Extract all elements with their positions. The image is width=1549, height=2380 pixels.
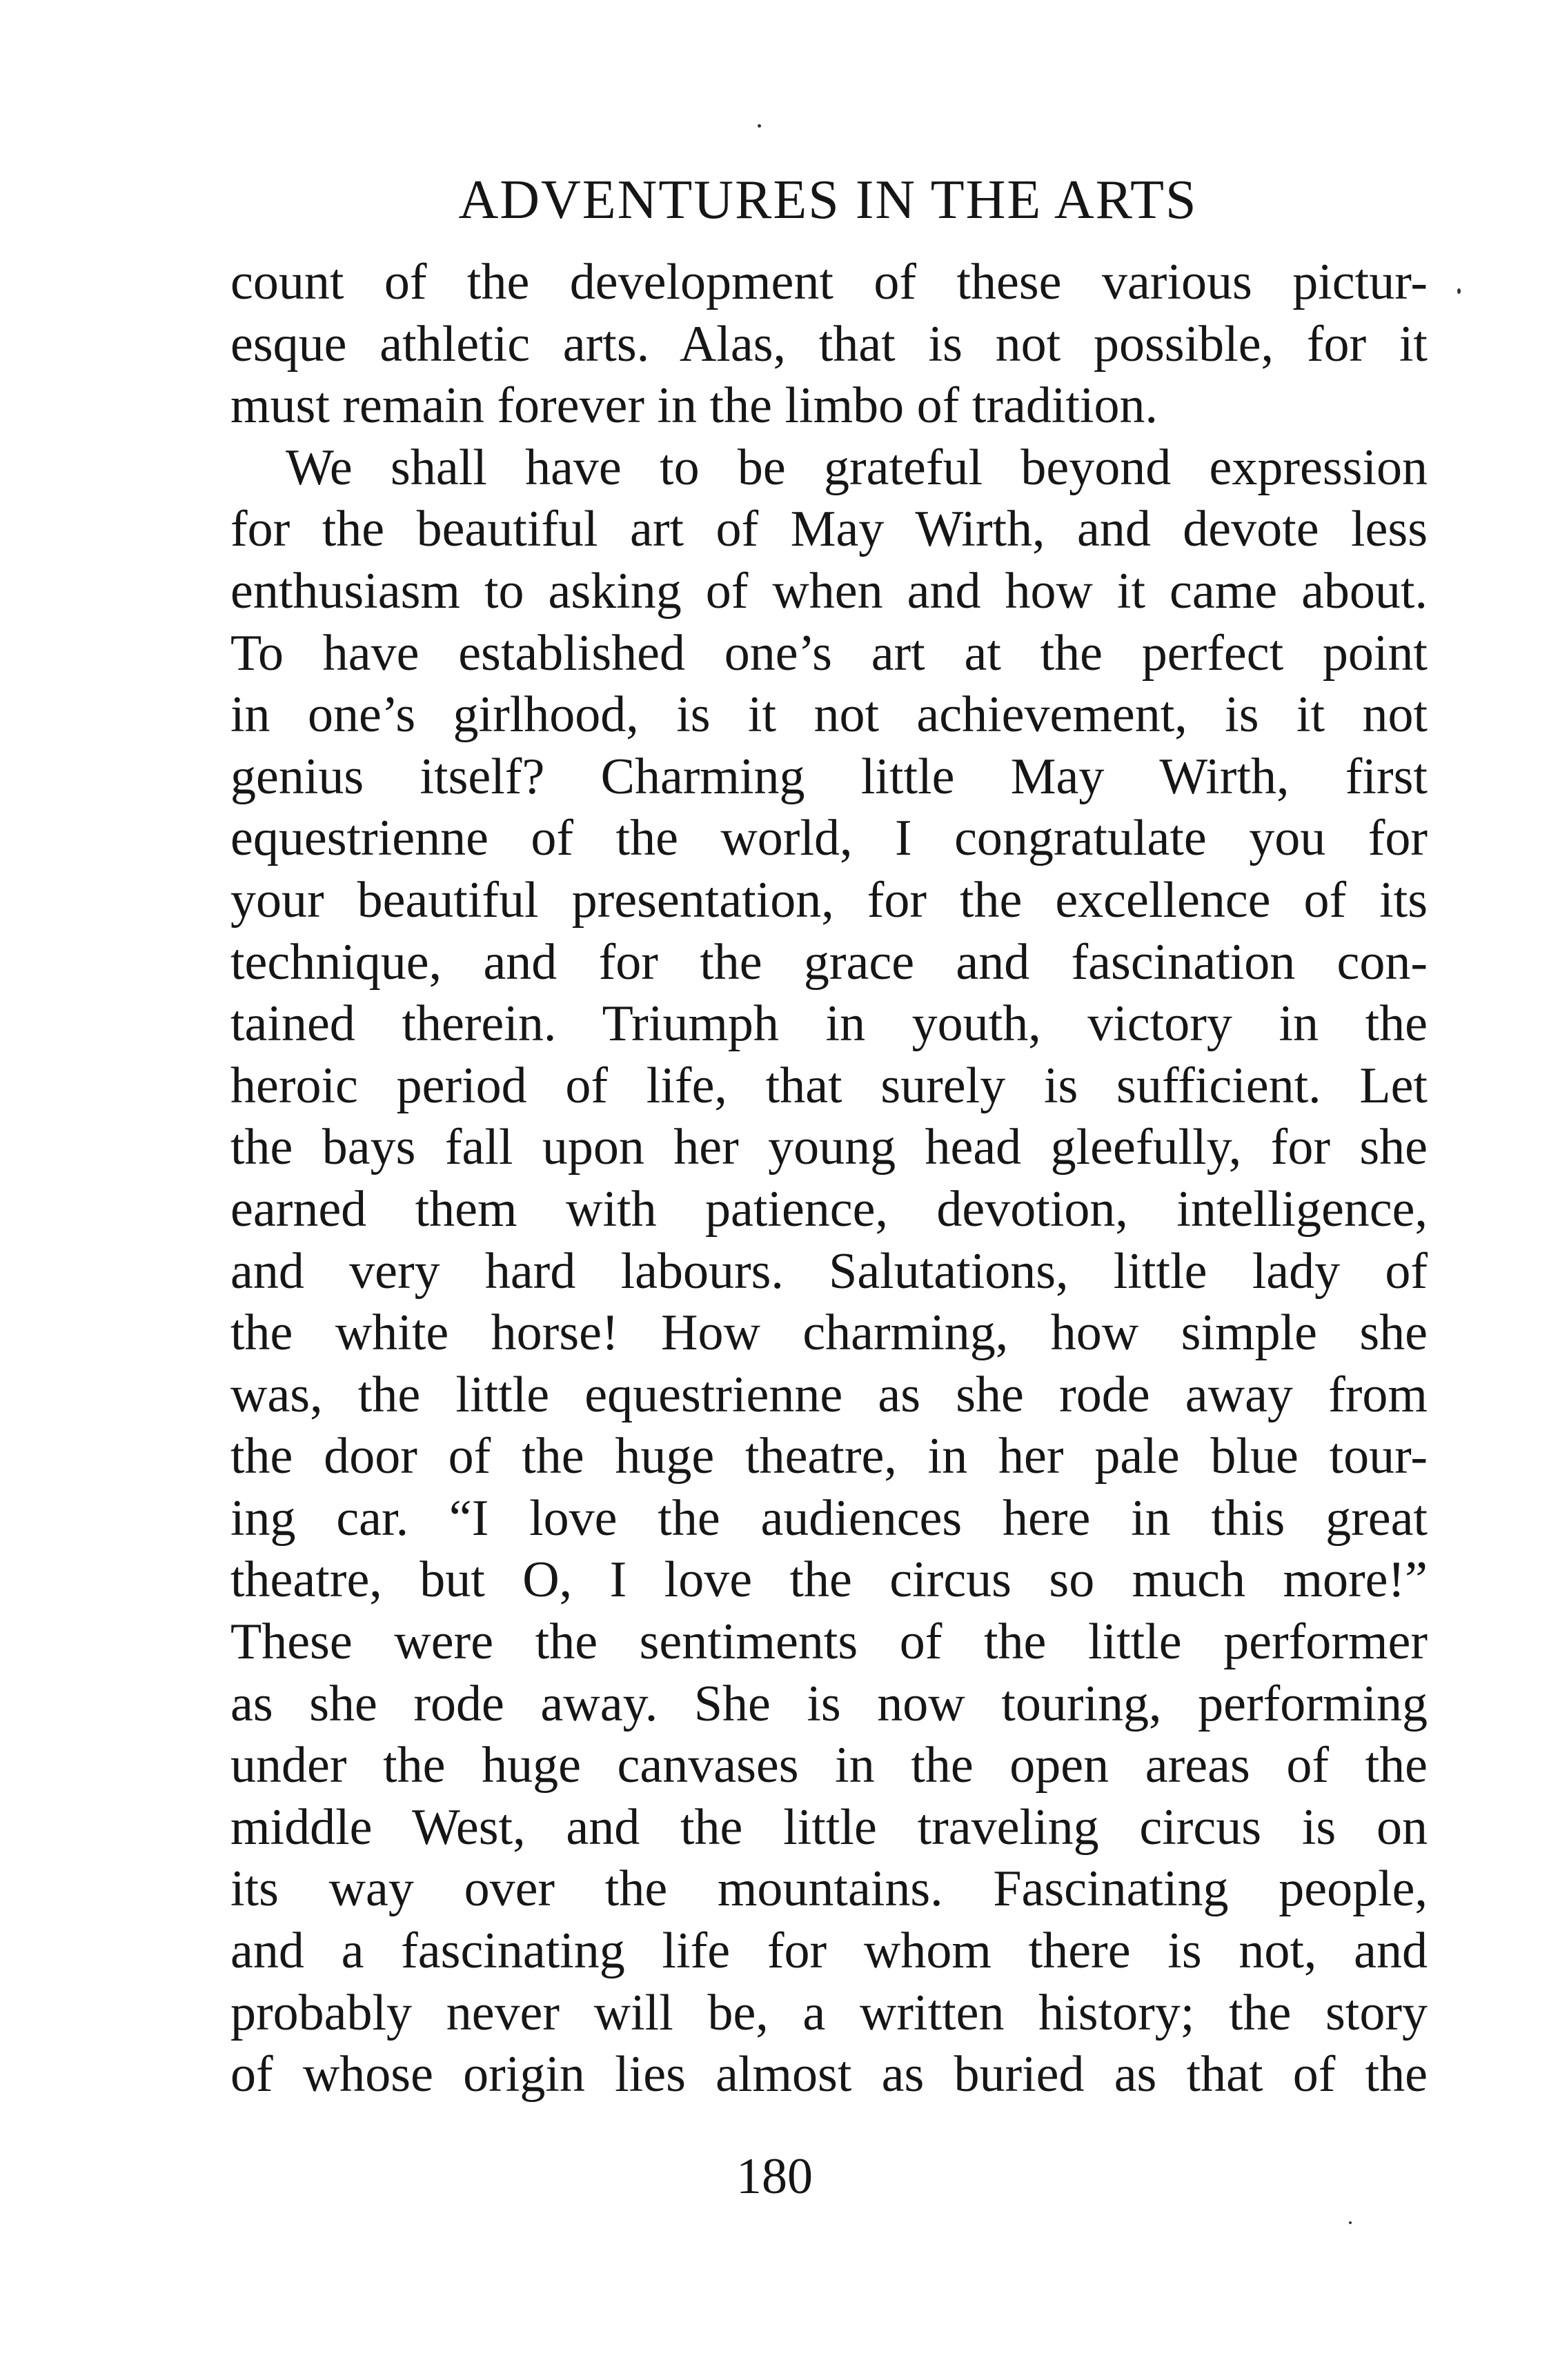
- text-line: and very hard labours. Salutations, little lady of: [230, 1242, 1428, 1300]
- text-line: in one’s girlhood, is it not achievement, is it not: [230, 686, 1428, 744]
- text-line: the bays fall upon her young head gleefully, for she: [230, 1119, 1428, 1176]
- text-line: technique, and for the grace and fascination con-: [230, 933, 1428, 991]
- print-speck: [758, 124, 761, 128]
- text-line: theatre, but O, I love the circus so much more!”: [230, 1551, 1428, 1609]
- page-number: 180: [736, 2148, 813, 2205]
- text-line: We shall have to be grateful beyond expression: [286, 439, 1428, 496]
- print-speck: [1349, 2221, 1352, 2224]
- running-head: ADVENTURES IN THE ARTS: [458, 170, 1198, 230]
- text-line: equestrienne of the world, I congratulate you for: [230, 810, 1428, 867]
- text-line: These were the sentiments of the little performer: [230, 1614, 1428, 1671]
- text-line: earned them with patience, devotion, intelligence,: [230, 1180, 1428, 1238]
- text-line: must remain forever in the limbo of tradition.: [230, 377, 1158, 435]
- text-line: To have established one’s art at the perfect point: [230, 624, 1428, 682]
- text-line: your beautiful presentation, for the excellence of its: [230, 871, 1428, 929]
- text-line: ing car. “I love the audiences here in this great: [230, 1489, 1428, 1547]
- text-line: was, the little equestrienne as she rode away from: [230, 1366, 1428, 1423]
- text-line: esque athletic arts. Alas, that is not possible, for it: [230, 315, 1428, 373]
- text-line: and a fascinating life for whom there is not, and: [230, 1923, 1428, 1980]
- text-line: under the huge canvases in the open areas of the: [230, 1737, 1428, 1794]
- text-line: middle West, and the little traveling circus is on: [230, 1798, 1428, 1856]
- text-line: tained therein. Triumph in youth, victory in the: [230, 995, 1428, 1053]
- text-line: the door of the huge theatre, in her pale blue tour-: [230, 1428, 1428, 1485]
- text-line: as she rode away. She is now touring, performing: [230, 1675, 1428, 1732]
- print-speck: [1457, 288, 1461, 294]
- text-line: genius itself? Charming little May Wirth, first: [230, 748, 1428, 805]
- text-line: of whose origin lies almost as buried as that of the: [230, 2046, 1428, 2103]
- text-line: heroic period of life, that surely is sufficient. Let: [230, 1057, 1428, 1114]
- text-line: for the beautiful art of May Wirth, and devote less: [230, 501, 1428, 558]
- text-line: its way over the mountains. Fascinating people,: [230, 1861, 1428, 1918]
- text-line: the white horse! How charming, how simple she: [230, 1305, 1428, 1362]
- text-line: enthusiasm to asking of when and how it came about.: [230, 562, 1428, 619]
- text-line: probably never will be, a written history; the story: [230, 1984, 1428, 2041]
- body-text: [230, 252, 1428, 2106]
- text-line: count of the development of these various pictur-: [230, 254, 1428, 310]
